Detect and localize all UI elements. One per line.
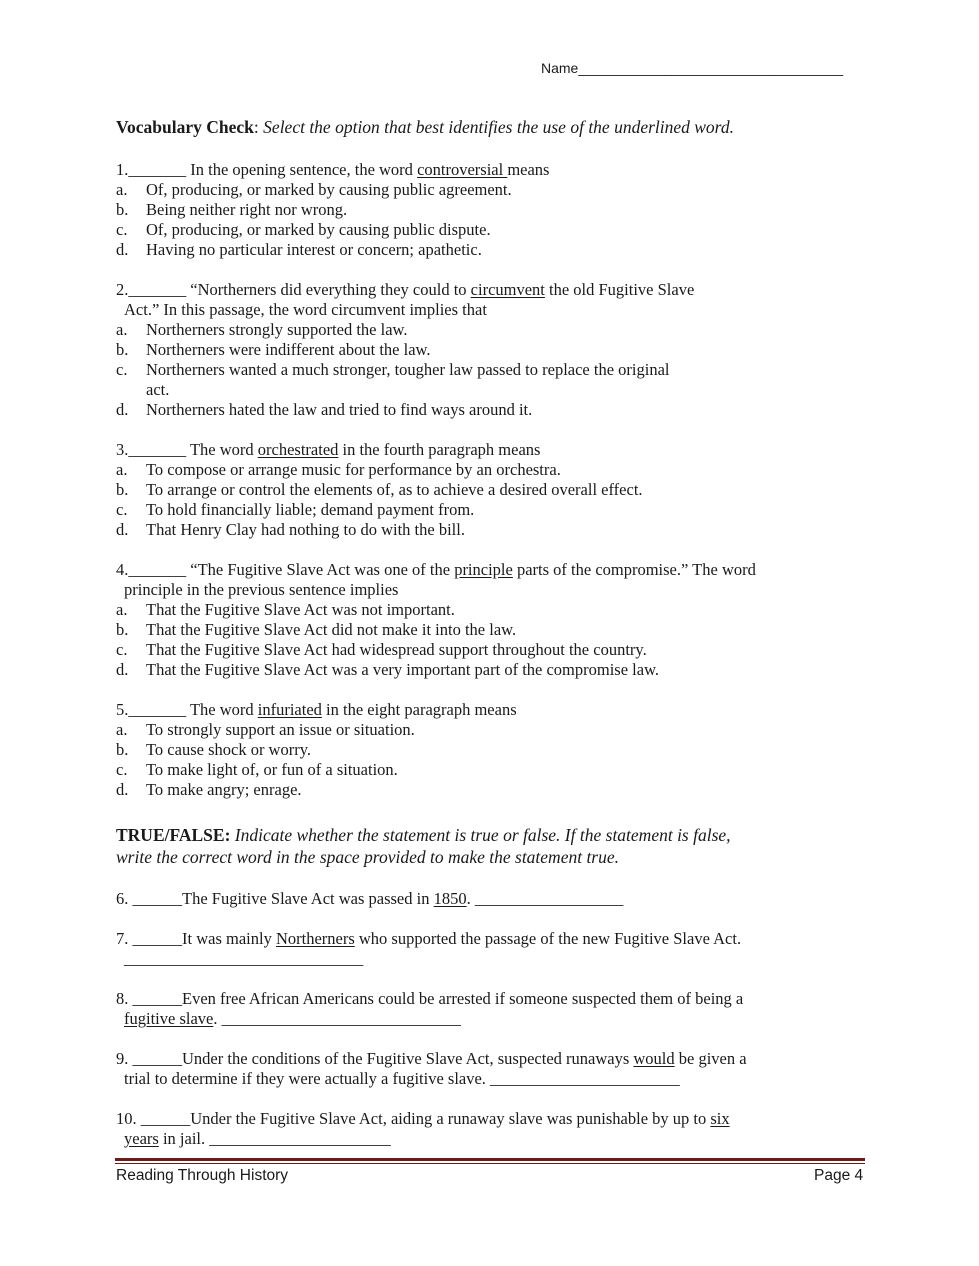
option-3a: a. To compose or arrange music for performance by an orchestra. [116,460,561,479]
option-5d: d. To make angry; enrage. [116,780,302,799]
underlined-word-2: circumvent [470,280,545,299]
option-2b: b. Northerners were indifferent about the law. [116,340,431,359]
option-1c: c. Of, producing, or marked by causing public dispute. [116,220,491,239]
page-number: Page 4 [814,1167,864,1184]
option-2c-cont: act. [146,380,170,399]
footer-rule-thin [115,1163,865,1164]
question-2-cont: Act.” In this passage, the word circumvent implies that [124,300,487,319]
truefalse-instruction: write the correct word in the space provided to make the statement true. [116,847,620,867]
underlined-word-10b: years [124,1129,159,1148]
answer-blank-2[interactable]: _______ [128,280,187,299]
underlined-word-10: six [710,1109,730,1128]
question-2: 2._______ “Northerners did everything they could to circumvent the old Fugitive Slave [116,280,695,299]
option-3d: d. That Henry Clay had nothing to do with the bill. [116,520,465,539]
question-4: 4._______ “The Fugitive Slave Act was one of the principle parts of the compromise.” The word [116,560,756,579]
vocab-heading: Vocabulary Check: Select the option that best identifies the use of the underlined word. [116,117,734,137]
truefalse-title: TRUE/FALSE: [116,825,231,845]
underlined-word-7: Northerners [275,929,355,948]
option-4c: c. That the Fugitive Slave Act had widespread support throughout the country. [116,640,647,659]
question-9-cont[interactable]: trial to determine if they were actually a fugitive slave. _______________________ [124,1069,680,1088]
question-3: 3._______ The word orchestrated in the fourth paragraph means [116,440,541,459]
vocab-title: Vocabulary Check [116,117,254,137]
question-9[interactable]: 9. ______Under the conditions of the Fugitive Slave Act, suspected runaways would be given a [116,1049,747,1068]
option-2c: c. Northerners wanted a much stronger, tougher law passed to replace the original [116,360,670,379]
option-5a: a. To strongly support an issue or situation. [116,720,415,739]
option-3c: c. To hold financially liable; demand payment from. [116,500,475,519]
option-1b: b. Being neither right nor wrong. [116,200,348,219]
vocab-instruction: Select the option that best identifies the use of the underlined word. [263,117,734,137]
option-2d: d. Northerners hated the law and tried to find ways around it. [116,400,533,419]
question-7[interactable]: 7. ______It was mainly Northerners who supported the passage of the new Fugitive Slave Act. [116,929,742,948]
answer-blank-1[interactable]: _______ [128,160,187,179]
answer-blank-5[interactable]: _______ [128,700,187,719]
question-6[interactable]: 6. ______The Fugitive Slave Act was passed in 1850. __________________ [116,889,624,908]
option-3b: b. To arrange or control the elements of, as to achieve a desired overall effect. [116,480,643,499]
underlined-word-6: 1850 [433,889,467,908]
underlined-word-5: infuriated [257,700,322,719]
underlined-word-9: would [633,1049,675,1068]
underlined-word-3: orchestrated [257,440,339,459]
option-4a: a. That the Fugitive Slave Act was not important. [116,600,455,619]
question-4-cont: principle in the previous sentence implies [124,580,399,599]
question-5: 5._______ The word infuriated in the eight paragraph means [116,700,517,719]
answer-blank-3[interactable]: _______ [128,440,187,459]
name-blank[interactable]: __________________________________ [578,60,844,76]
underlined-word-1: controversial [417,160,508,179]
question-8[interactable]: 8. ______Even free African Americans could be arrested if someone suspected them of being a [116,989,744,1008]
option-1d: d. Having no particular interest or concern; apathetic. [116,240,482,259]
footer-title: Reading Through History [116,1167,289,1184]
option-5c: c. To make light of, or fun of a situation. [116,760,398,779]
option-4d: d. That the Fugitive Slave Act was a very important part of the compromise law. [116,660,660,679]
underlined-word-4: principle [454,560,513,579]
question-10-cont[interactable]: years in jail. ______________________ [124,1129,391,1148]
question-8-cont[interactable]: fugitive slave. _____________________________ [124,1009,461,1028]
option-1a: a. Of, producing, or marked by causing public agreement. [116,180,512,199]
underlined-word-8: fugitive slave [124,1009,214,1028]
option-5b: b. To cause shock or worry. [116,740,312,759]
footer-rule [115,1158,865,1161]
answer-line-7[interactable]: _____________________________ [124,949,364,968]
answer-blank-4[interactable]: _______ [128,560,187,579]
name-field[interactable] [541,60,843,76]
name-label: Name [541,60,579,76]
option-4b: b. That the Fugitive Slave Act did not make it into the law. [116,620,517,639]
question-1: 1._______ In the opening sentence, the word controversial means [116,160,550,179]
truefalse-heading: TRUE/FALSE: Indicate whether the statement is true or false. If the statement is false, [116,825,731,845]
question-10[interactable]: 10. ______Under the Fugitive Slave Act, aiding a runaway slave was punishable by up to six [116,1109,730,1128]
option-2a: a. Northerners strongly supported the law. [116,320,408,339]
